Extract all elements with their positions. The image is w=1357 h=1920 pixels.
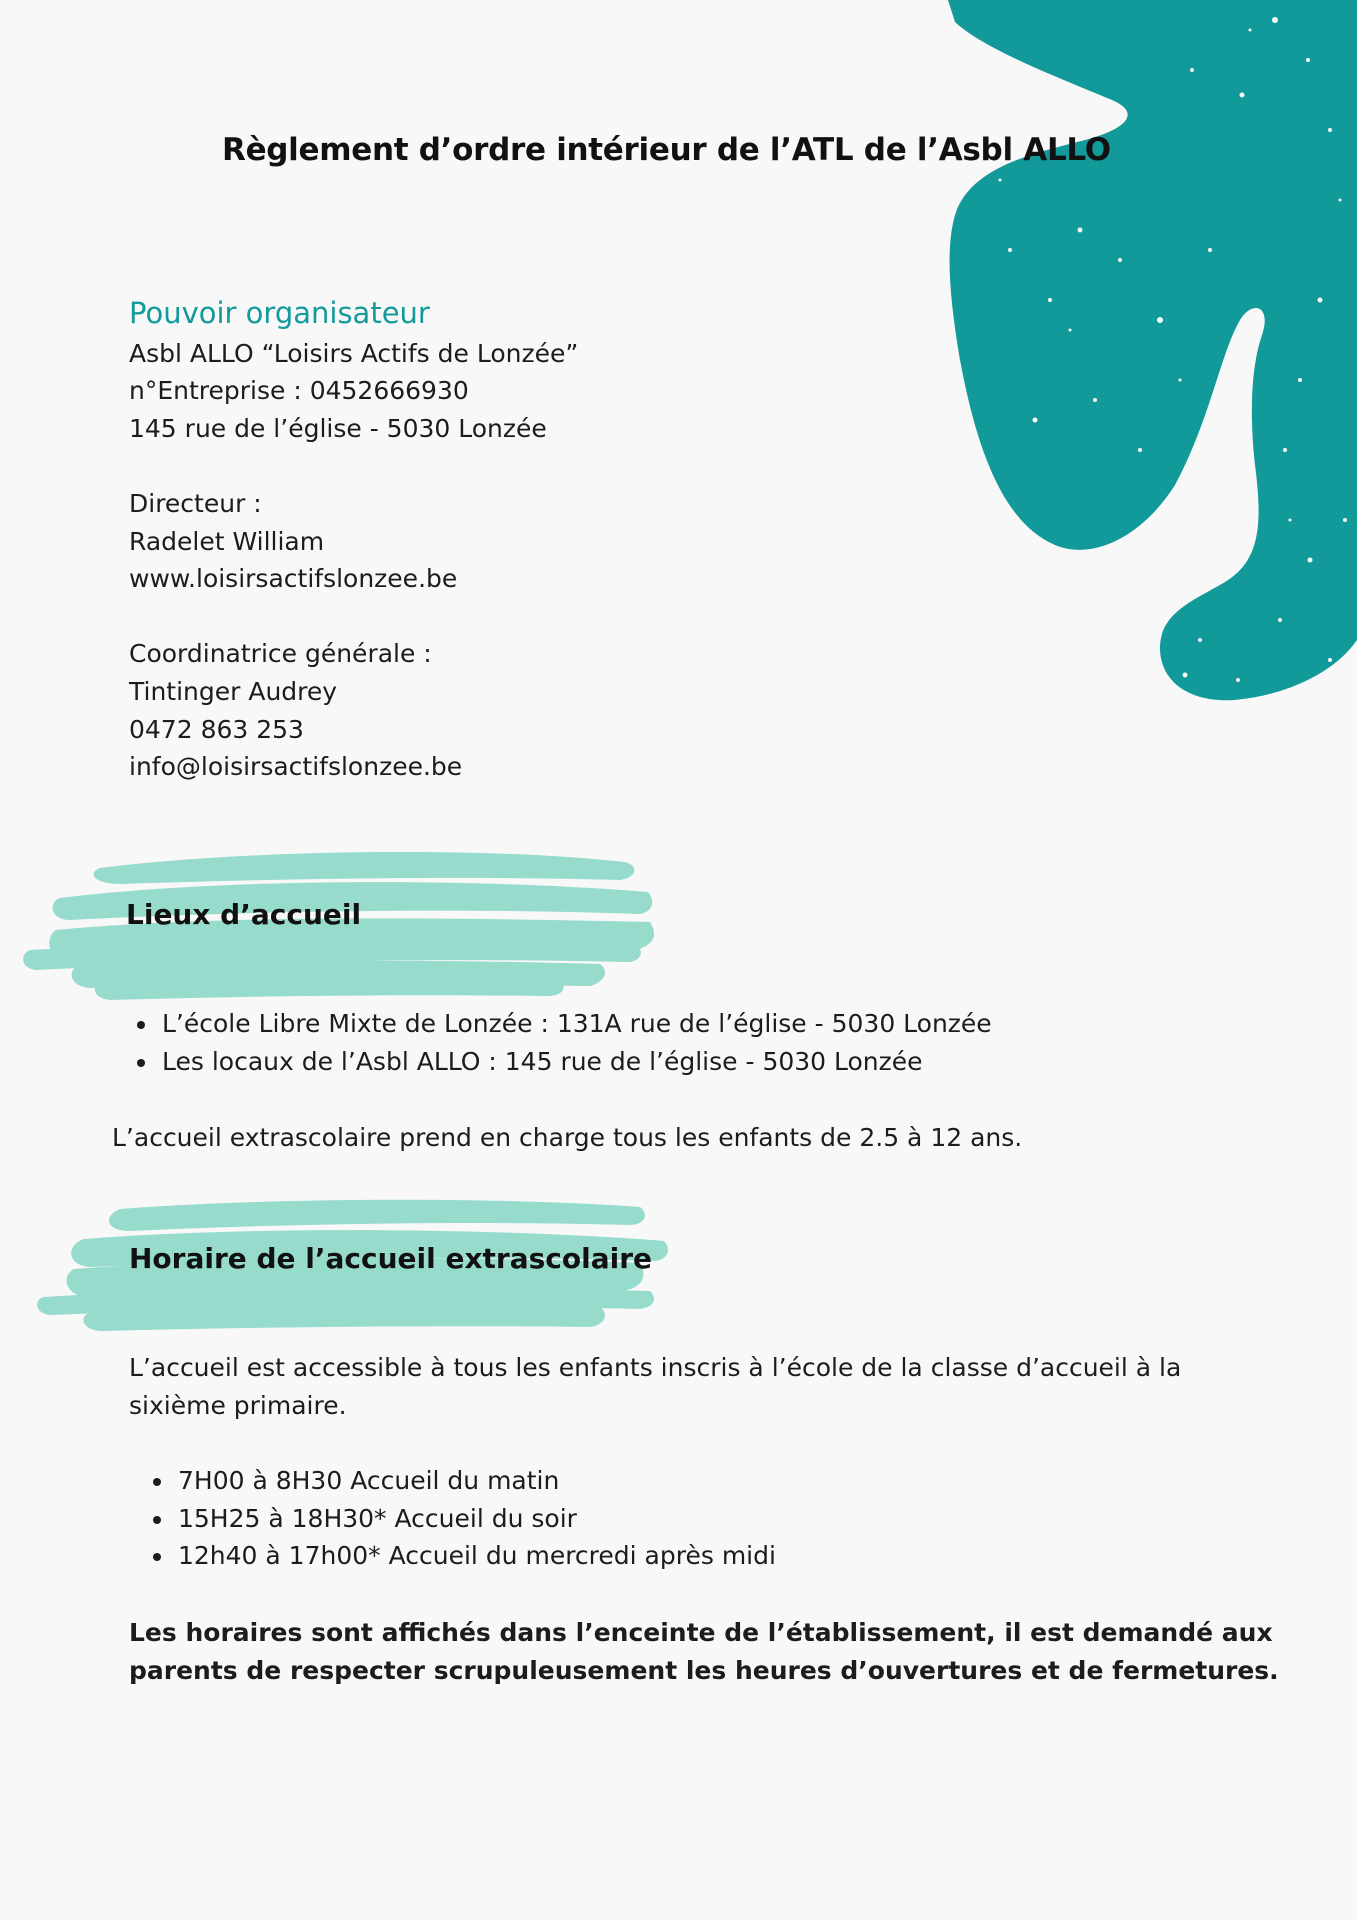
horaire-notice: Les horaires sont affichés dans l’enceinte de l’établissement, il est demandé aux parents de respecter scrupuleusement les heures d’ouvertures et de fermetures. [129, 1618, 1279, 1685]
list-item: • Les locaux de l’Asbl ALLO : 145 rue de l’église - 5030 Lonzée [159, 1043, 992, 1081]
organizer-heading: Pouvoir organisateur [129, 296, 430, 330]
spacer [129, 598, 578, 636]
list-item: • 15H25 à 18H30* Accueil du soir [175, 1500, 776, 1538]
organizer-name: Asbl ALLO “Loisirs Actifs de Lonzée” [129, 338, 579, 368]
organizer-info [129, 295, 578, 786]
organizer-address: 145 rue de l’église - 5030 Lonzée [129, 413, 547, 443]
section-heading-lieux: Lieux d’accueil [126, 898, 362, 931]
coordinator-label: Coordinatrice générale : [129, 639, 432, 669]
director-name: Radelet William [129, 526, 325, 556]
lieux-list [128, 1005, 992, 1080]
horaire-intro: L’accueil est accessible à tous les enfants inscris à l’école de la classe d’accueil à la sixième primaire. [129, 1353, 1182, 1420]
coordinator-phone: 0472 863 253 [129, 714, 304, 744]
list-item: • L’école Libre Mixte de Lonzée : 131A rue de l’église - 5030 Lonzée [159, 1005, 992, 1043]
website-link[interactable]: www.loisirsactifslonzee.be [129, 564, 458, 594]
company-number: n°Entreprise : 0452666930 [129, 376, 469, 406]
section-heading-horaire: Horaire de l’accueil extrascolaire [129, 1242, 653, 1275]
spacer [129, 447, 578, 485]
coordinator-name: Tintinger Audrey [129, 676, 338, 706]
page-title: Règlement d’ordre intérieur de l’ATL de l’Asbl ALLO [222, 132, 1111, 168]
list-item: • 7H00 à 8H30 Accueil du matin [175, 1462, 776, 1500]
email-link[interactable]: info@loisirsactifslonzee.be [129, 752, 463, 782]
age-note: L’accueil extrascolaire prend en charge tous les enfants de 2.5 à 12 ans. [112, 1123, 1023, 1152]
director-label: Directeur : [129, 488, 262, 518]
list-item: • 12h40 à 17h00* Accueil du mercredi après midi [175, 1537, 776, 1575]
horaire-list [144, 1462, 776, 1575]
